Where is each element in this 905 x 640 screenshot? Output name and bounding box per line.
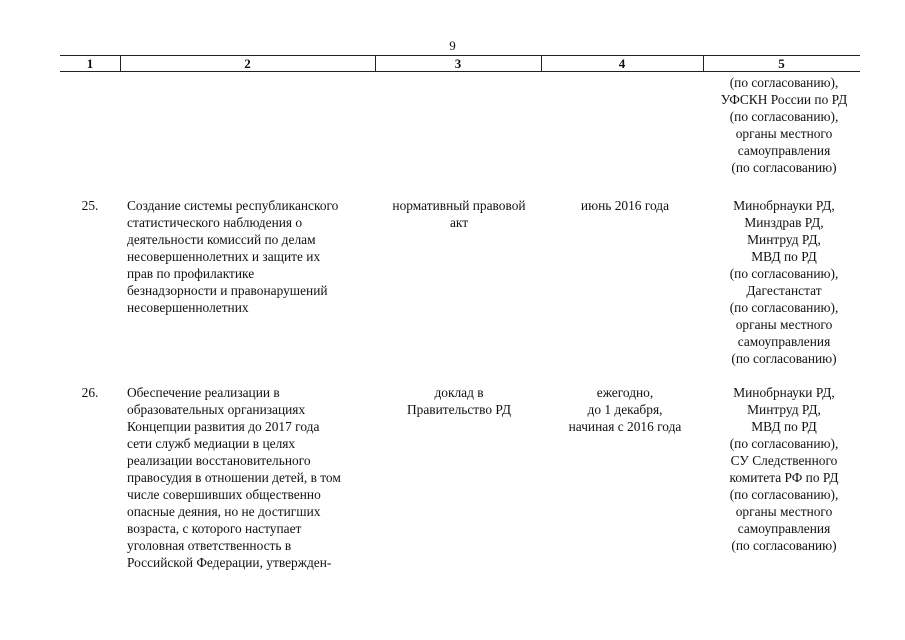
text-line: несовершеннолетних bbox=[127, 300, 249, 315]
text-line: самоуправления bbox=[737, 334, 831, 349]
text-line: образовательных организациях bbox=[127, 402, 306, 417]
header-col-4: 4 bbox=[618, 56, 626, 71]
header-col-3: 3 bbox=[454, 56, 462, 71]
text-line: сети служб медиации в целях bbox=[127, 436, 296, 451]
text-line: (по согласованию), bbox=[729, 109, 839, 124]
deadline bbox=[547, 384, 703, 435]
text-line: (по согласованию), bbox=[729, 487, 839, 502]
page-number: 9 bbox=[449, 38, 456, 53]
row-number: 25. bbox=[81, 198, 99, 213]
text-line: (по согласованию), bbox=[729, 436, 839, 451]
text-line: июнь 2016 года bbox=[580, 198, 670, 213]
responsible-executors bbox=[708, 197, 860, 367]
text-line: уголовная ответственность в bbox=[127, 538, 292, 553]
header-col-1: 1 bbox=[86, 56, 94, 71]
text-line: (по согласованию) bbox=[731, 351, 837, 366]
header-col-5: 5 bbox=[778, 56, 785, 71]
text-line: акт bbox=[449, 215, 469, 230]
table-header-row bbox=[60, 55, 860, 72]
text-line: УФСКН России по РД bbox=[720, 92, 848, 107]
text-line: Концепции развития до 2017 года bbox=[127, 419, 320, 434]
text-line: нормативный правовой bbox=[392, 198, 526, 213]
text-line: Минобрнауки РД, bbox=[733, 385, 835, 400]
text-line: правосудия в отношении детей, в том bbox=[127, 470, 341, 485]
text-line: начиная с 2016 года bbox=[568, 419, 682, 434]
text-line: (по согласованию), bbox=[729, 300, 839, 315]
text-line: самоуправления bbox=[737, 521, 831, 536]
continuation-responsible bbox=[708, 74, 860, 176]
text-line: Правительство РД bbox=[406, 402, 512, 417]
text-line: деятельности комиссий по делам bbox=[127, 232, 316, 247]
text-line: безнадзорности и правонарушений bbox=[127, 283, 328, 298]
responsible-executors bbox=[708, 384, 860, 554]
text-line: Минтруд РД, bbox=[747, 232, 821, 247]
text-line: (по согласованию), bbox=[729, 75, 839, 90]
text-line: (по согласованию), bbox=[729, 266, 839, 281]
text-line: реализации восстановительного bbox=[127, 453, 311, 468]
measure-description bbox=[127, 384, 371, 571]
result-form bbox=[377, 197, 541, 231]
text-line: Минобрнауки РД, bbox=[733, 198, 835, 213]
text-line: (по согласованию) bbox=[731, 538, 837, 553]
text-line: Минздрав РД, bbox=[744, 215, 824, 230]
text-line: органы местного bbox=[735, 504, 833, 519]
text-line: числе совершивших общественно bbox=[127, 487, 321, 502]
text-line: Обеспечение реализации в bbox=[127, 385, 280, 400]
text-line: органы местного bbox=[735, 317, 833, 332]
text-line: доклад в bbox=[434, 385, 484, 400]
deadline bbox=[547, 197, 703, 214]
text-line: опасные деяния, но не достигших bbox=[127, 504, 321, 519]
text-line: комитета РФ по РД bbox=[729, 470, 839, 485]
text-line: прав по профилактике bbox=[127, 266, 255, 281]
result-form bbox=[377, 384, 541, 418]
measure-description bbox=[127, 197, 371, 316]
text-line: возраста, с которого наступает bbox=[127, 521, 302, 536]
text-line: МВД по РД bbox=[751, 249, 817, 264]
text-line: до 1 декабря, bbox=[587, 402, 663, 417]
text-line: (по согласованию) bbox=[731, 160, 837, 175]
header-col-2: 2 bbox=[244, 56, 251, 71]
text-line: МВД по РД bbox=[751, 419, 817, 434]
text-line: Российской Федерации, утвержден- bbox=[127, 555, 332, 570]
text-line: ежегодно, bbox=[596, 385, 654, 400]
text-line: статистического наблюдения о bbox=[127, 215, 303, 230]
text-line: самоуправления bbox=[737, 143, 831, 158]
row-number: 26. bbox=[81, 385, 99, 400]
text-line: Создание системы республиканского bbox=[127, 198, 339, 213]
text-line: органы местного bbox=[735, 126, 833, 141]
text-line: Минтруд РД, bbox=[747, 402, 821, 417]
text-line: СУ Следственного bbox=[730, 453, 838, 468]
text-line: несовершеннолетних и защите их bbox=[127, 249, 321, 264]
text-line: Дагестанстат bbox=[746, 283, 822, 298]
